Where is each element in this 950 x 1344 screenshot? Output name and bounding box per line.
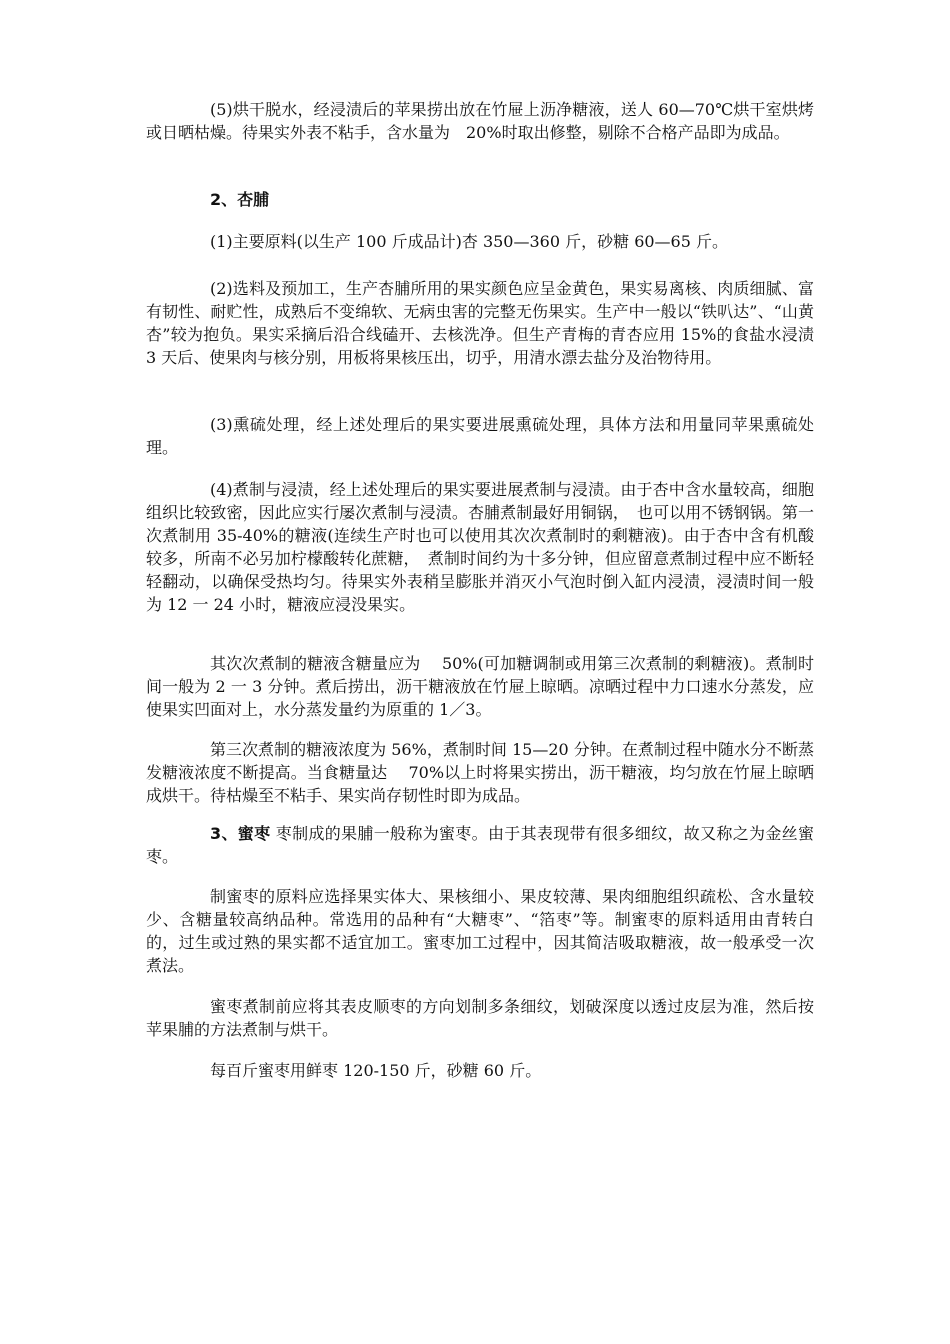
paragraph-boiling-soaking: (4)煮制与浸渍，经上述处理后的果实要进展煮制与浸渍。由于杏中含水量较高，细胞组织比较致密，因此应实行屡次煮制与浸渍。杏脯煮制最好用铜锅， 也可以用不锈钢锅。第一次煮制用 35-40%的糖液(连续生产时也可以使用其次次煮制时的剩糖液)。由于杏中含有机酸较多，所南不必另加柠檬酸转化蔗糖， 煮制时间约为十多分钟，但应留意煮制过程中应不断轻轻翻动，以确保受热均匀。待果实外表稍呈膨胀并消灭小气泡时倒入缸内浸渍，浸渍时间一般为 12 一 24 小时，糖液应浸没果实。 — [146, 480, 814, 614]
paragraph-drying: (5)烘干脱水，经浸渍后的苹果捞出放在竹屉上沥净糖液，送人 60—70℃烘干室烘烤或日晒枯燥。待果实外表不粘手，含水量为 20%时取出修整，剔除不合格产品即为成品。 — [146, 100, 814, 142]
paragraph-selection-preprocessing: (2)选料及预加工，生产杏脯所用的果实颜色应呈金黄色，果实易离核、肉质细腻、富有韧性、耐贮性，成熟后不变绵软、无病虫害的完整无伤果实。生产中一般以“铁叭达”、“山黄杏”较为抱负。果实采摘后沿合线磕开、去核洗净。但生产青梅的青杏应用 15%的食盐水浸渍 3 天后、使果肉与核分别，用板将果核压出，切乎，用清水漂去盐分及治物待用。 — [146, 279, 814, 367]
paragraph-date-cutting: 蜜枣煮制前应将其表皮顺枣的方向划制多条细纹，划破深度以透过皮层为准，然后按苹果脯的方法煮制与烘干。 — [146, 997, 814, 1039]
paragraph-raw-materials: (1)主要原料(以生产 100 斤成品计)杏 350—360 斤，砂糖 60—65 斤。 — [210, 232, 729, 251]
paragraph-third-boiling: 第三次煮制的糖液浓度为 56%，煮制时间 15—20 分钟。在煮制过程中随水分不断蒸发糖液浓度不断提高。当食糖量达 70%以上时将果实捞出，沥干糖液，均匀放在竹屉上晾晒成烘干。待枯燥至不粘手、果实尚存韧性时即为成品。 — [146, 740, 814, 805]
heading-candied-date: 3、蜜枣 — [210, 824, 271, 843]
heading-apricot-preserve: 2、杏脯 — [210, 190, 270, 209]
paragraph-sulfur-treatment: (3)熏硫处理，经上述处理后的果实要进展熏硫处理，具体方法和用量同苹果熏硫处理。 — [146, 415, 814, 457]
paragraph-second-boiling: 其次次煮制的糖液含糖量应为 50%(可加糖调制或用第三次煮制的剩糖液)。煮制时间一般为 2 一 3 分钟。煮后捞出，沥干糖液放在竹屉上晾晒。凉晒过程中力口速水分蒸发，应使果实凹面对上，水分蒸发量约为原重的 1／3。 — [146, 654, 814, 719]
paragraph-date-raw-materials: 制蜜枣的原料应选择果实体大、果核细小、果皮较薄、果肉细胞组织疏松、含水量较少、含糖量较高纳品种。常选用的品种有“大糖枣”、“箔枣”等。制蜜枣的原料适用由青转白的，过生或过熟的果实都不适宜加工。蜜枣加工过程中，因其简洁吸取糖液，故一般承受一次煮法。 — [146, 887, 814, 975]
candied-date-intro-text: 枣制成的果脯一般称为蜜枣。由于其表现带有很多细纹，故又称之为金丝蜜枣。 — [146, 824, 814, 866]
paragraph-date-ratio: 每百斤蜜枣用鲜枣 120-150 斤，砂糖 60 斤。 — [210, 1061, 542, 1080]
paragraph-candied-date-intro — [146, 822, 814, 868]
